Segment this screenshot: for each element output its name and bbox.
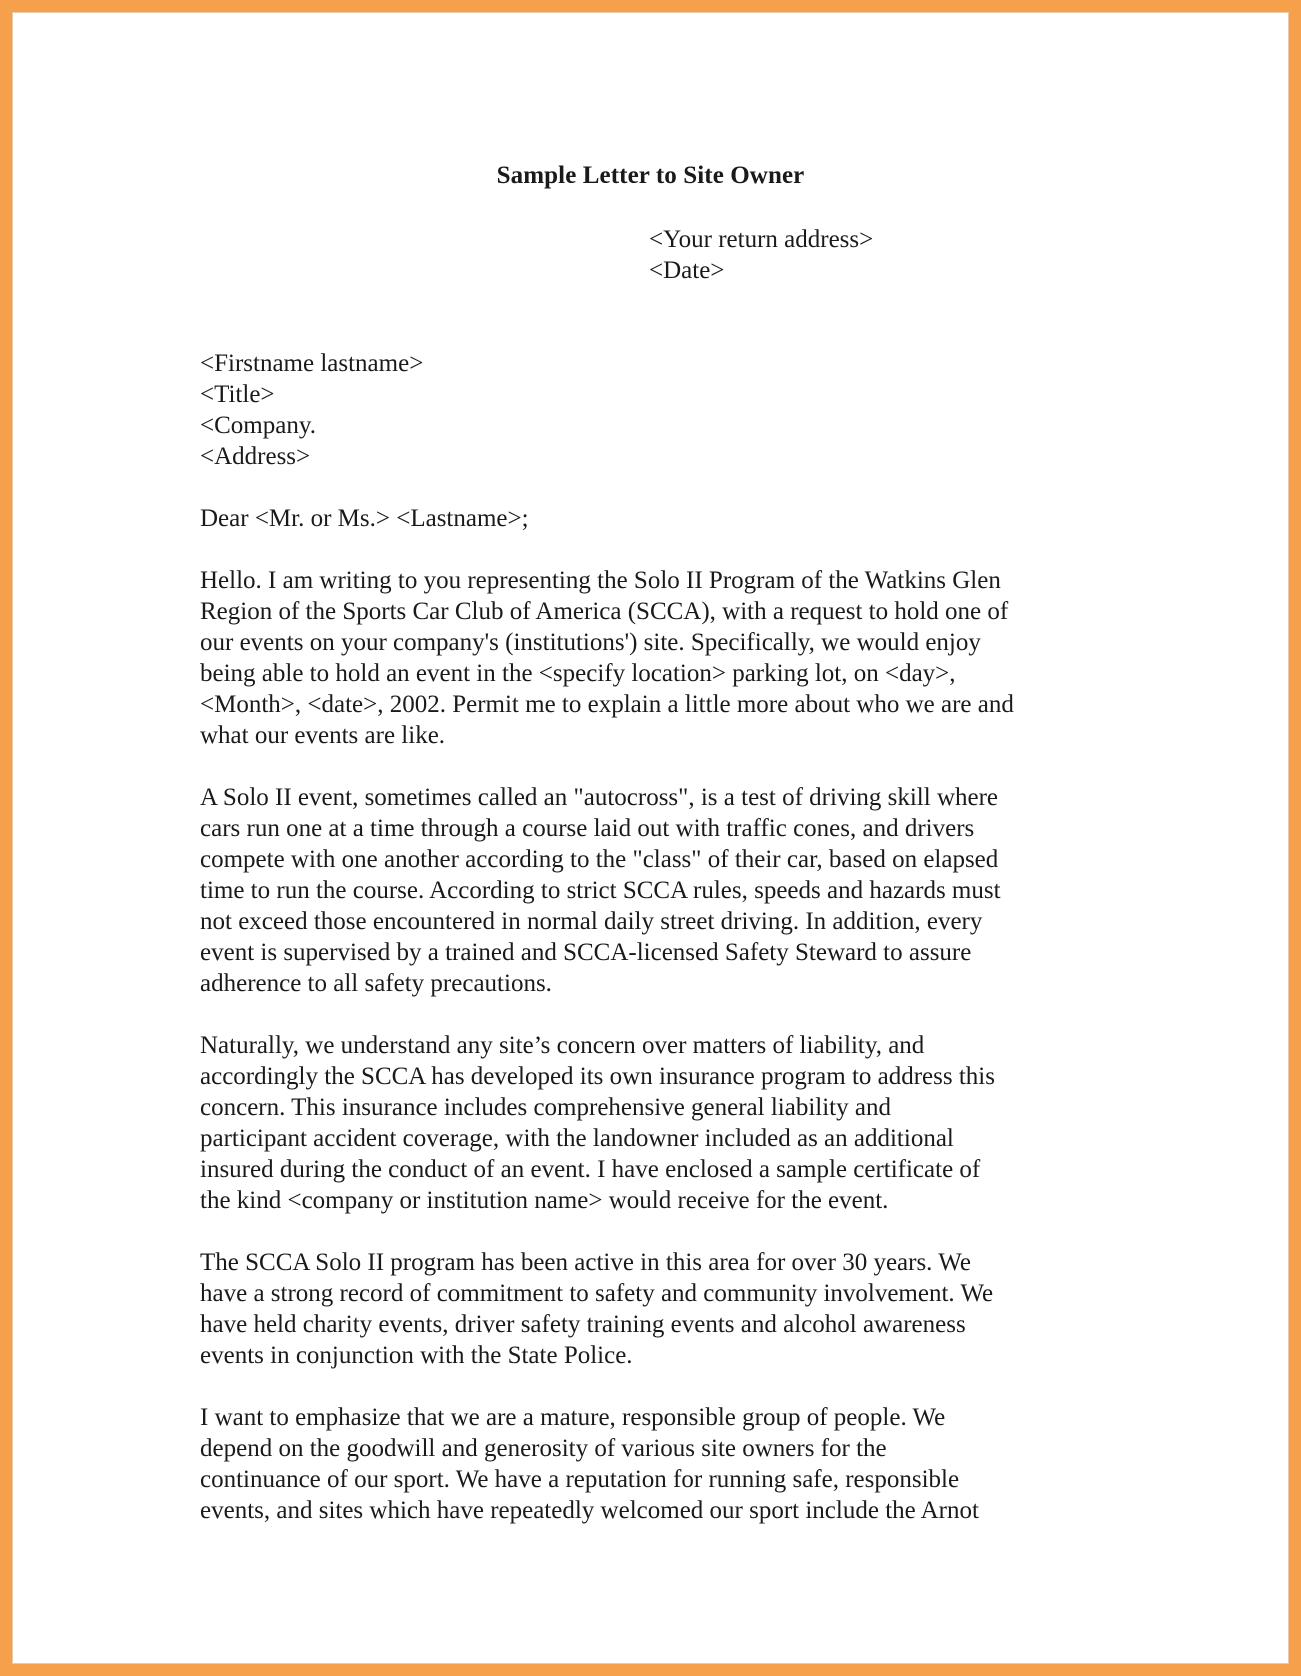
recipient-address: <Address> xyxy=(200,443,311,470)
letter-body xyxy=(200,565,1120,1557)
text-line: Region of the Sports Car Club of America (SCCA), with a request to hold one of xyxy=(200,598,1009,625)
recipient-company: <Company. xyxy=(200,412,316,439)
recipient-name: <Firstname lastname> xyxy=(200,350,424,377)
text-line: being able to hold an event in the <specify location> parking lot, on <day>, xyxy=(200,660,956,687)
text-line: Naturally, we understand any site’s concern over matters of liability, and xyxy=(200,1032,925,1059)
letter-date: <Date> xyxy=(649,257,725,284)
text-line: the kind <company or institution name> would receive for the event. xyxy=(200,1187,889,1214)
text-line: accordingly the SCCA has developed its own insurance program to address this xyxy=(200,1063,995,1090)
recipient-block xyxy=(200,348,423,472)
text-line: participant accident coverage, with the landowner included as an additional xyxy=(200,1125,954,1152)
text-line: A Solo II event, sometimes called an "autocross", is a test of driving skill where xyxy=(200,784,999,811)
letter-title: Sample Letter to Site Owner xyxy=(496,162,805,189)
text-line: The SCCA Solo II program has been active in this area for over 30 years. We xyxy=(200,1249,971,1276)
text-line: have held charity events, driver safety training events and alcohol awareness xyxy=(200,1311,966,1338)
paragraph xyxy=(200,782,1120,999)
text-line: cars run one at a time through a course laid out with traffic cones, and drivers xyxy=(200,815,975,842)
salutation: Dear <Mr. or Ms.> <Lastname>; xyxy=(200,505,529,532)
text-line: Hello. I am writing to you representing the Solo II Program of the Watkins Glen xyxy=(200,567,1001,594)
text-line: have a strong record of commitment to safety and community involvement. We xyxy=(200,1280,994,1307)
text-line: not exceed those encountered in normal daily street driving. In addition, every xyxy=(200,908,983,935)
return-address-block xyxy=(649,224,873,286)
text-line: concern. This insurance includes comprehensive general liability and xyxy=(200,1094,891,1121)
recipient-title: <Title> xyxy=(200,381,275,408)
text-line: continuance of our sport. We have a reputation for running safe, responsible xyxy=(200,1466,960,1493)
text-line: what our events are like. xyxy=(200,722,446,749)
text-line: <Month>, <date>, 2002. Permit me to explain a little more about who we are and xyxy=(200,691,1014,718)
text-line: events, and sites which have repeatedly welcomed our sport include the Arnot xyxy=(200,1497,979,1524)
text-line: insured during the conduct of an event. I have enclosed a sample certificate of xyxy=(200,1156,981,1183)
paragraph xyxy=(200,565,1120,751)
text-line: time to run the course. According to strict SCCA rules, speeds and hazards must xyxy=(200,877,1001,904)
text-line: I want to emphasize that we are a mature, responsible group of people. We xyxy=(200,1404,946,1431)
return-address: <Your return address> xyxy=(649,226,874,253)
paragraph xyxy=(200,1030,1120,1216)
text-line: depend on the goodwill and generosity of various site owners for the xyxy=(200,1435,887,1462)
paragraph xyxy=(200,1402,1120,1526)
text-line: our events on your company's (institutions') site. Specifically, we would enjoy xyxy=(200,629,981,656)
text-line: event is supervised by a trained and SCCA-licensed Safety Steward to assure xyxy=(200,939,972,966)
text-line: events in conjunction with the State Police. xyxy=(200,1342,633,1369)
text-line: adherence to all safety precautions. xyxy=(200,970,552,997)
text-line: compete with one another according to the "class" of their car, based on elapsed xyxy=(200,846,999,873)
paragraph xyxy=(200,1247,1120,1371)
